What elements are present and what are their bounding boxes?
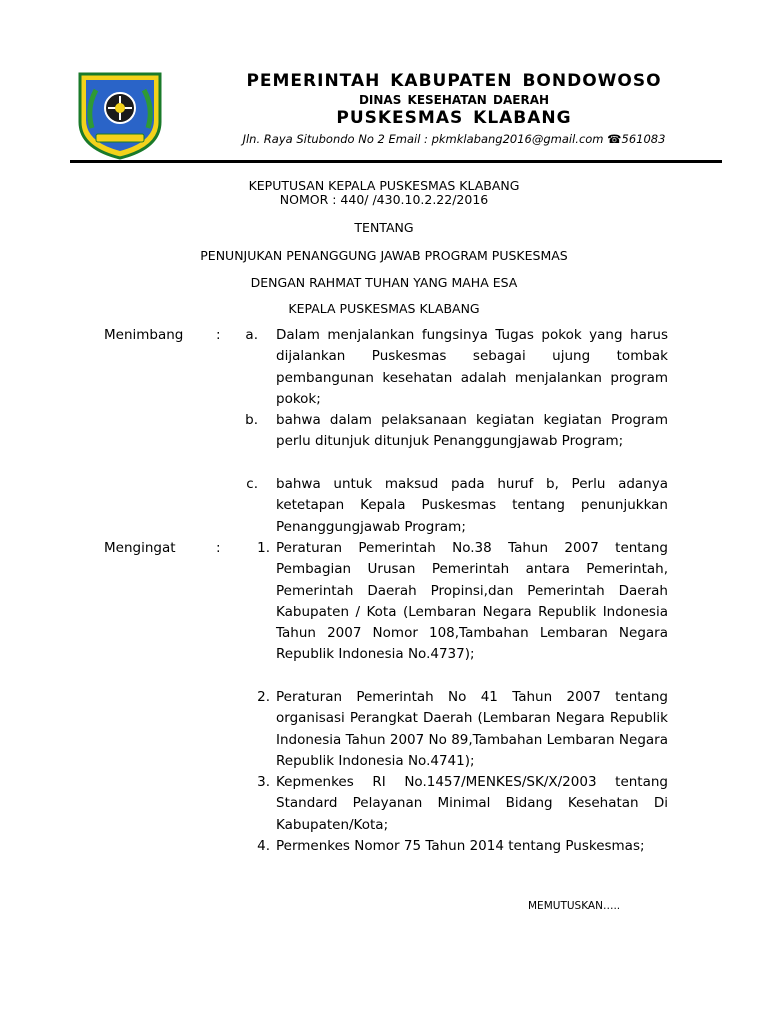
menimbang-label: Menimbang: [104, 327, 184, 343]
mengingat-item-1: Peraturan Pemerintah No.38 Tahun 2007 tentang Pembagian Urusan Pemerintah antara Pemerintah, Pemerintah Daerah Propinsi,dan Pemerintah Daerah Kabupaten / Kota (Lembaran Negara Republik Indonesia Tahun 2007 Nomor 108,Tambahan Lembaran Negara Republik Indonesia No.4737);: [276, 540, 668, 663]
mengingat-marker-3: 3.: [257, 774, 270, 790]
mengingat-colon: :: [216, 540, 221, 556]
phone-number: 561083: [621, 132, 666, 146]
mengingat-label: Mengingat: [104, 540, 176, 556]
mengingat-item-3: Kepmenkes RI No.1457/MENKES/SK/X/2003 tentang Standard Pelayanan Minimal Bidang Kesehatan Di Kabupaten/Kota;: [276, 774, 668, 833]
address-text: Jln. Raya Situbondo No 2 Email : pkmklabang2016@gmail.com: [242, 132, 604, 146]
menimbang-colon: :: [216, 327, 221, 343]
mengingat-item-2: Peraturan Pemerintah No 41 Tahun 2007 tentang organisasi Perangkat Daerah (Lembaran Negara Republik Indonesia Tahun 2007 No 89,Tambahan Lembaran Negara Republik Indonesia No.4741);: [276, 689, 668, 769]
menimbang-item-b: bahwa dalam pelaksanaan kegiatan kegiatan Program perlu ditunjuk ditunjuk Penanggungjawab Program;: [276, 412, 668, 450]
mengingat-marker-1: 1.: [257, 540, 270, 556]
menimbang-marker-b: b.: [245, 412, 258, 428]
agency-name: DINAS KESEHATAN DAERAH: [358, 93, 550, 107]
address-line: [180, 128, 728, 150]
rahmat-line: DENGAN RAHMAT TUHAN YANG MAHA ESA: [250, 275, 518, 290]
telephone-icon: ☎: [607, 132, 622, 146]
menimbang-item-a: Dalam menjalankan fungsinya Tugas pokok yang harus dijalankan Puskesmas sebagai ujung tombak pembangunan kesehatan adalah menjalankan program pokok;: [276, 327, 668, 407]
continuation-note: MEMUTUSKAN…..: [528, 900, 621, 912]
decree-number: NOMOR : 440/ /430.10.2.22/2016: [279, 192, 489, 207]
menimbang-item-c: bahwa untuk maksud pada huruf b, Perlu adanya ketetapan Kepala Puskesmas tentang penunjukkan Penanggungjawab Program;: [276, 476, 668, 535]
decree-subject: PENUNJUKAN PENANGGUNG JAWAB PROGRAM PUSKESMAS: [200, 248, 568, 263]
mengingat-marker-2: 2.: [257, 689, 270, 705]
tentang-heading: TENTANG: [354, 220, 414, 235]
mengingat-item-4: Permenkes Nomor 75 Tahun 2014 tentang Puskesmas;: [276, 838, 645, 854]
government-name: PEMERINTAH KABUPATEN BONDOWOSO: [246, 71, 662, 91]
letterhead: [180, 70, 728, 150]
bondowoso-crest-icon: [74, 68, 166, 160]
menimbang-marker-c: c.: [246, 476, 258, 492]
institution-name: PUSKESMAS KLABANG: [336, 108, 572, 128]
mengingat-marker-4: 4.: [257, 838, 270, 854]
menimbang-marker-a: a.: [245, 327, 258, 343]
kepala-line: KEPALA PUSKESMAS KLABANG: [288, 301, 480, 316]
letterhead-divider: [70, 160, 722, 163]
decree-title: KEPUTUSAN KEPALA PUSKESMAS KLABANG: [248, 178, 520, 193]
